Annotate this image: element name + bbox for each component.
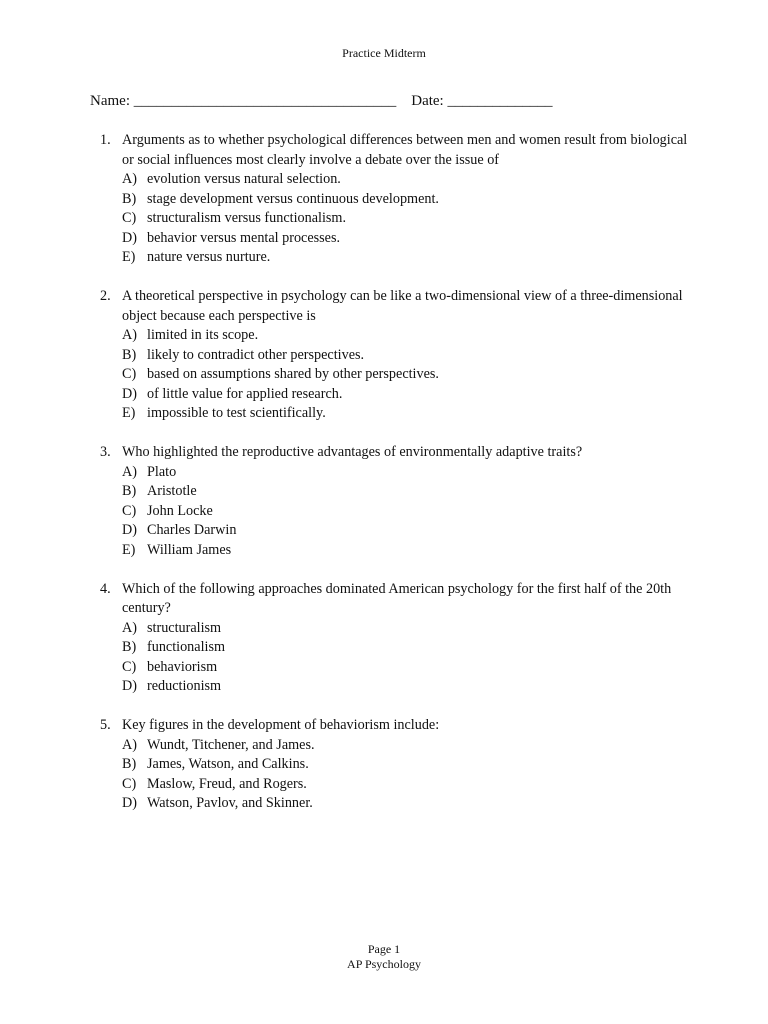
option-text: Plato: [147, 463, 177, 480]
answer-option: [122, 755, 700, 775]
option-letter: C): [122, 658, 137, 675]
page-number: Page 1: [367, 942, 401, 956]
question-item: [100, 580, 700, 697]
option-text: structuralism: [147, 619, 222, 636]
option-letter: D): [122, 795, 137, 811]
answer-option: [122, 463, 700, 483]
option-letter: A): [122, 619, 137, 636]
option-letter: C): [122, 775, 137, 792]
answer-option: [122, 346, 700, 366]
option-letter: C): [122, 502, 137, 519]
question-text: Who highlighted the reproductive advantages of environmentally adaptive traits?: [122, 444, 583, 460]
question-item: [100, 716, 700, 814]
answer-option: [122, 658, 700, 678]
option-text: stage development versus continuous development.: [147, 190, 439, 207]
name-label: Name:: [90, 93, 130, 109]
answer-option: [122, 502, 700, 522]
answer-option: [122, 482, 700, 502]
answer-options: [122, 326, 700, 424]
answer-option: [122, 365, 700, 385]
option-letter: B): [122, 639, 137, 655]
option-text: Watson, Pavlov, and Skinner.: [147, 795, 313, 811]
option-text: limited in its scope.: [147, 327, 259, 343]
option-letter: E): [122, 405, 136, 421]
option-text: behaviorism: [147, 658, 218, 675]
date-blank: ______________: [447, 93, 553, 109]
option-text: evolution versus natural selection.: [147, 171, 341, 187]
question-text: Arguments as to whether psychological differences between men and women result from biological or social influences most clearly involve a debate over the issue of: [122, 132, 688, 168]
option-text: structuralism versus functionalism.: [147, 210, 346, 226]
answer-option: [122, 677, 700, 697]
option-text: John Locke: [147, 502, 213, 519]
answer-option: [122, 229, 700, 249]
option-letter: D): [122, 229, 137, 246]
answer-option: [122, 404, 700, 424]
option-letter: D): [122, 385, 137, 402]
option-letter: D): [122, 522, 137, 538]
question-number: 3.: [100, 444, 111, 460]
option-text: Aristotle: [147, 483, 197, 499]
answer-options: [122, 619, 700, 697]
option-letter: A): [122, 171, 137, 187]
answer-option: [122, 775, 700, 795]
option-text: functionalism: [147, 639, 226, 655]
answer-option: [122, 619, 700, 639]
option-letter: D): [122, 678, 137, 694]
option-letter: B): [122, 483, 137, 499]
option-text: impossible to test scientifically.: [147, 405, 326, 421]
option-letter: A): [122, 327, 137, 343]
page-footer: [0, 942, 768, 972]
answer-option: [122, 326, 700, 346]
answer-option: [122, 541, 700, 561]
answer-options: [122, 463, 700, 561]
question-number: 2.: [100, 288, 111, 304]
option-text: Charles Darwin: [147, 522, 237, 538]
option-letter: A): [122, 736, 137, 753]
answer-option: [122, 521, 700, 541]
option-letter: C): [122, 366, 137, 382]
option-text: Maslow, Freud, and Rogers.: [147, 775, 307, 792]
question-number: 4.: [100, 580, 111, 597]
answer-option: [122, 209, 700, 229]
question-number: 1.: [100, 132, 111, 148]
name-blank: ___________________________________: [133, 93, 397, 109]
option-text: reductionism: [147, 678, 222, 694]
option-letter: B): [122, 346, 137, 363]
question-item: [100, 443, 700, 560]
answer-option: [122, 736, 700, 756]
answer-options: [122, 170, 700, 268]
option-text: based on assumptions shared by other perspectives.: [147, 366, 439, 382]
option-letter: E): [122, 541, 136, 558]
question-text: Which of the following approaches dominated American psychology for the first half of the 20th century?: [122, 580, 672, 616]
question-text: A theoretical perspective in psychology can be like a two-dimensional view of a three-dimensional object because each perspective is: [122, 288, 683, 324]
answer-option: [122, 248, 700, 268]
date-label: Date:: [411, 93, 444, 109]
question-list: [100, 131, 700, 833]
option-letter: A): [122, 463, 137, 480]
option-text: of little value for applied research.: [147, 385, 343, 402]
option-text: James, Watson, and Calkins.: [147, 756, 309, 772]
question-item: [100, 287, 700, 424]
option-text: behavior versus mental processes.: [147, 229, 341, 246]
answer-option: [122, 638, 700, 658]
question-item: [100, 131, 700, 268]
option-text: William James: [147, 541, 232, 558]
question-text: Key figures in the development of behaviorism include:: [122, 717, 440, 733]
question-number: 5.: [100, 717, 111, 733]
option-text: Wundt, Titchener, and James.: [147, 736, 315, 753]
option-text: nature versus nurture.: [147, 249, 271, 265]
answer-option: [122, 170, 700, 190]
option-text: likely to contradict other perspectives.: [147, 346, 365, 363]
option-letter: B): [122, 756, 137, 772]
answer-option: [122, 385, 700, 405]
option-letter: C): [122, 210, 137, 226]
student-info-line: [90, 93, 552, 110]
page-title: Practice Midterm: [342, 46, 426, 60]
answer-option: [122, 190, 700, 210]
answer-option: [122, 794, 700, 814]
option-letter: B): [122, 190, 137, 207]
answer-options: [122, 736, 700, 814]
option-letter: E): [122, 249, 136, 265]
course-name: AP Psychology: [347, 957, 421, 971]
